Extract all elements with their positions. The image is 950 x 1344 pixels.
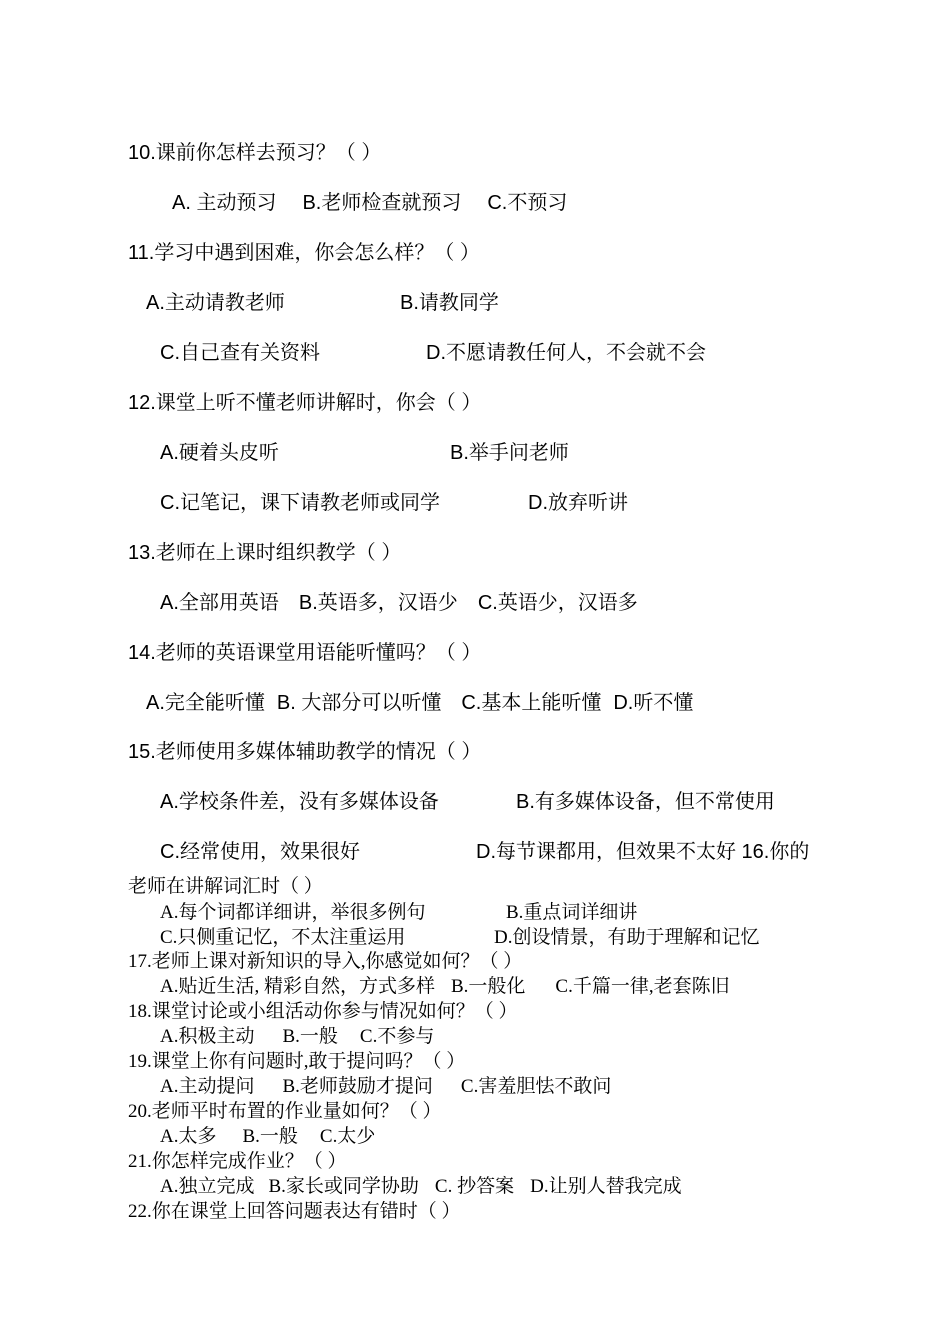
option-d: D.放弃听讲	[528, 492, 628, 514]
option-c: C.自己查有关资料	[160, 342, 320, 364]
option-line	[146, 686, 693, 715]
option-b: B.有多媒体设备，但不常使用	[516, 791, 775, 813]
option-a: A.太多	[160, 1126, 217, 1147]
option-b: B.一般	[242, 1126, 298, 1147]
option-a: A.主动提问	[160, 1076, 255, 1097]
option-c: C.千篇一律,老套陈旧	[555, 976, 730, 997]
option-line	[160, 1071, 611, 1098]
option-line	[160, 971, 730, 998]
option-line	[160, 1021, 434, 1048]
option-b: B.举手问老师	[450, 442, 569, 464]
option-c: C.英语少，汉语多	[477, 592, 638, 614]
question-20: 20.老师平时布置的作业量如何？（ ）	[128, 1101, 442, 1122]
option-a: A.主动请教老师	[146, 292, 285, 314]
question-19: 19.课堂上你有问题时,敢于提问吗？（ ）	[128, 1051, 466, 1072]
question-13: 13.老师在上课时组织教学（ ）	[128, 542, 402, 564]
question-11: 11.学习中遇到困难，你会怎么样？（ ）	[128, 242, 480, 264]
option-a: A.硬着头皮听	[160, 442, 279, 464]
question-12: 12.课堂上听不懂老师讲解时，你会（ ）	[128, 392, 482, 414]
option-b: B.重点词详细讲	[506, 902, 638, 923]
option-a: A.学校条件差，没有多媒体设备	[160, 791, 439, 813]
option-c: C. 抄答案	[434, 1176, 515, 1197]
option-a: A.积极主动	[160, 1026, 255, 1047]
option-line	[160, 586, 638, 615]
option-a: A.每个词都详细讲，举很多例句	[160, 902, 426, 923]
option-b: B.一般化	[450, 976, 526, 997]
option-line	[160, 1121, 375, 1148]
option-c: C.害羞胆怯不敢问	[460, 1076, 612, 1097]
question-18: 18.课堂讨论或小组活动你参与情况如何？（ ）	[128, 1001, 518, 1022]
option-a: A. 主动预习	[172, 192, 277, 214]
option-d: D.不愿请教任何人，不会就不会	[426, 342, 706, 364]
option-a: A.贴近生活, 精彩自然，方式多样	[160, 976, 435, 997]
option-a: A.全部用英语	[160, 592, 279, 614]
question-21: 21.你怎样完成作业？（ ）	[128, 1151, 347, 1172]
option-b: B.一般	[282, 1026, 338, 1047]
option-c: C.只侧重记忆，不太注重运用	[160, 927, 406, 948]
option-line	[172, 186, 567, 215]
question-15: 15.老师使用多媒体辅助教学的情况（ ）	[128, 741, 482, 763]
option-c: C.不参与	[359, 1026, 435, 1047]
option-c: C.经常使用，效果很好	[160, 841, 360, 863]
question-16: 老师在讲解词汇时（ ）	[128, 876, 323, 897]
option-d: D.让别人替我完成	[530, 1176, 682, 1197]
option-line	[160, 1171, 682, 1198]
question-22: 22.你在课堂上回答问题表达有错时（ ）	[128, 1201, 461, 1222]
option-b: B. 大部分可以听懂	[276, 692, 442, 714]
option-b: B.家长或同学协助	[268, 1176, 419, 1197]
option-d: D.每节课都用，但效果不太好 16.你的	[476, 841, 810, 863]
question-14: 14.老师的英语课堂用语能听懂吗？（ ）	[128, 642, 482, 664]
option-c: C.不预习	[487, 192, 568, 214]
option-d: D.听不懂	[613, 692, 694, 714]
option-a: A.独立完成	[160, 1176, 255, 1197]
option-c: C.记笔记，课下请教老师或同学	[160, 492, 440, 514]
question-10: 10.课前你怎样去预习？（ ）	[128, 142, 382, 164]
option-c: C.基本上能听懂	[461, 692, 602, 714]
option-b: B.请教同学	[400, 292, 499, 314]
option-b: B.英语多，汉语少	[298, 592, 458, 614]
question-17: 17.老师上课对新知识的导入,你感觉如何？（ ）	[128, 951, 523, 972]
option-b: B.老师鼓励才提问	[282, 1076, 433, 1097]
option-d: D.创设情景，有助于理解和记忆	[494, 927, 760, 948]
option-b: B.老师检查就预习	[302, 192, 462, 214]
option-c: C.太少	[319, 1126, 376, 1147]
option-a: A.完全能听懂	[146, 692, 265, 714]
